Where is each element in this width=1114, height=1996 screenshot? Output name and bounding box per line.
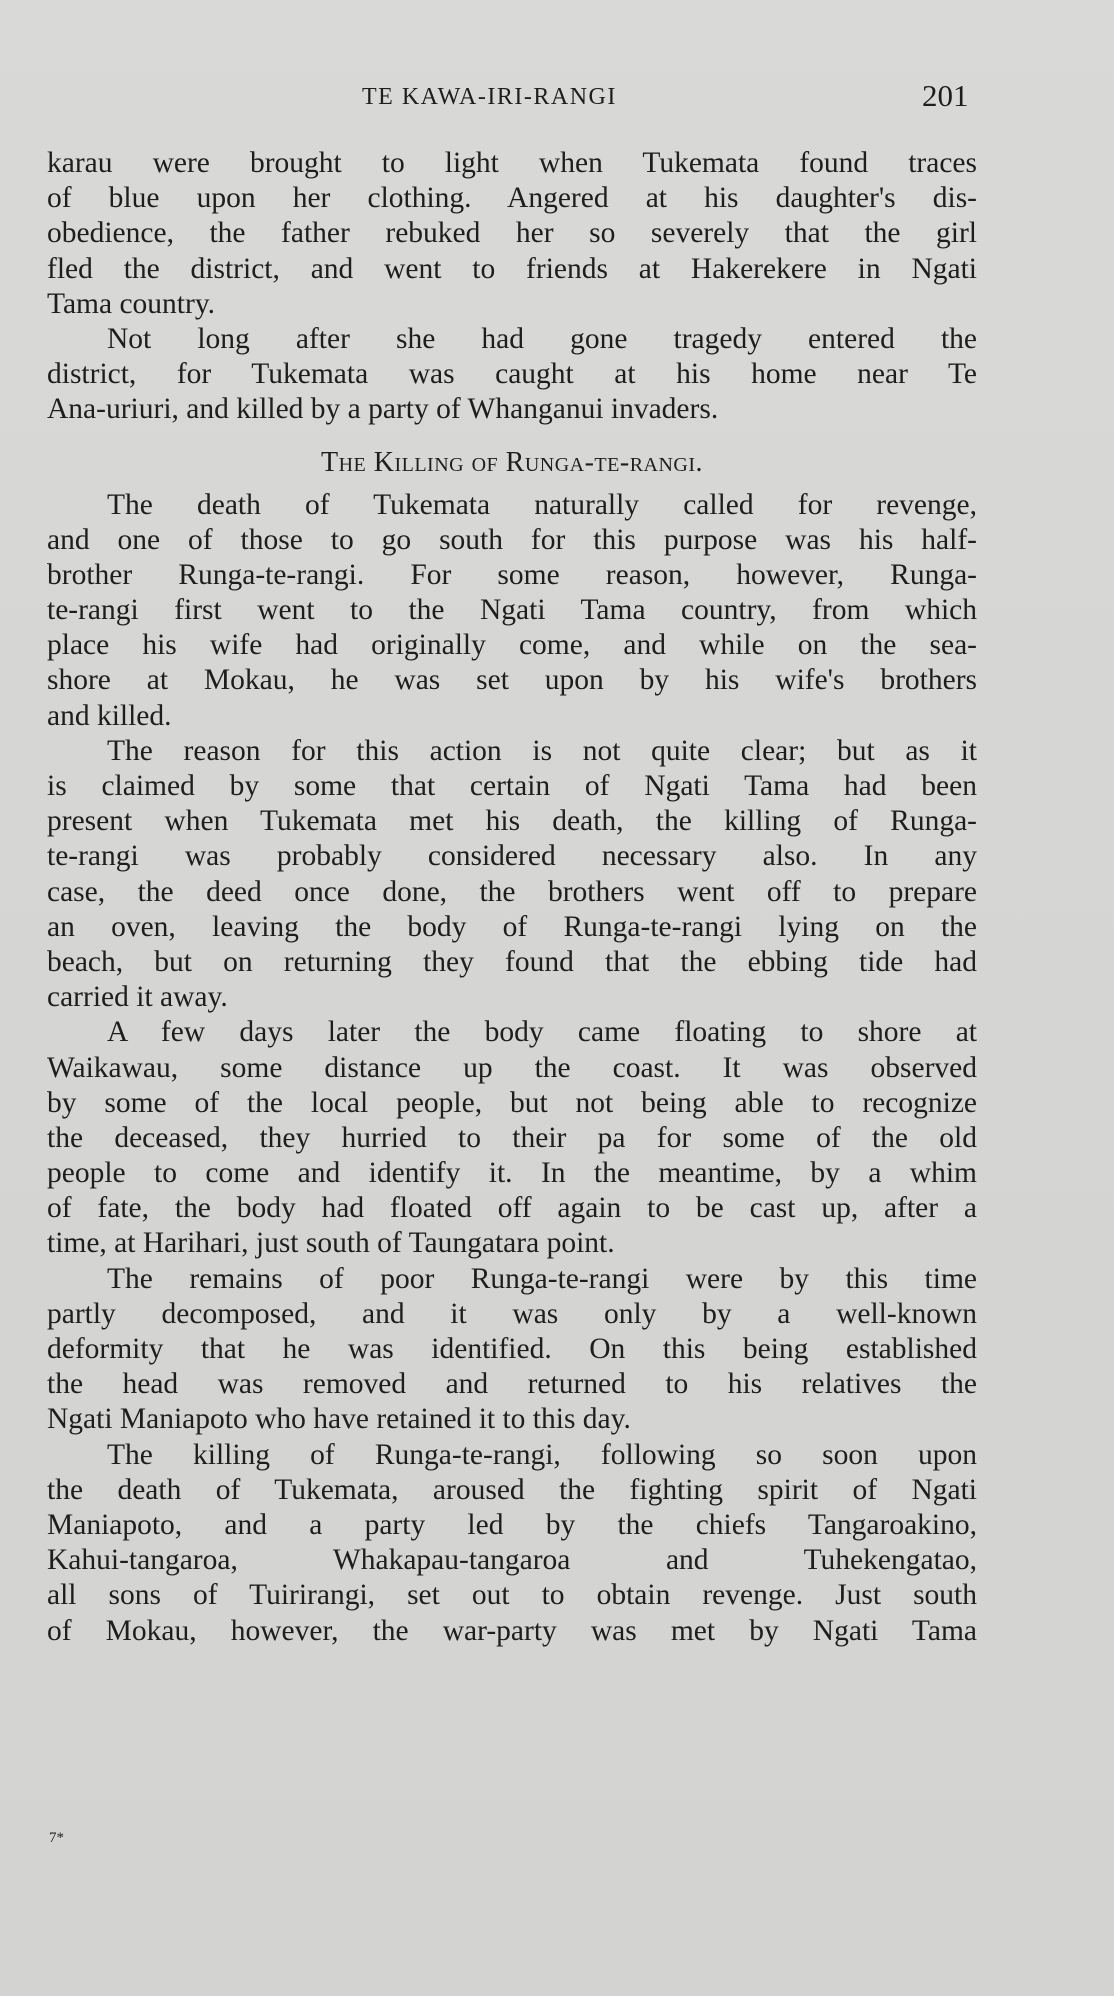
text-line: carried it away.: [47, 981, 228, 1014]
text-line: karau were brought to light when Tukemata found traces: [47, 147, 977, 179]
text-line: The reason for this action is not quite clear; but as it: [107, 734, 977, 767]
text-line: all sons of Tuirirangi, set out to obtain revenge. Just south: [47, 1579, 977, 1612]
body-text: [47, 146, 977, 1649]
printer-signature-mark: 7*: [49, 1830, 64, 1846]
text-line: and killed.: [47, 699, 172, 732]
text-line: Ngati Maniapoto who have retained it to this day.: [47, 1403, 631, 1436]
text-line: the deceased, they hurried to their pa for some of the old: [47, 1121, 977, 1154]
paragraph: [47, 488, 977, 734]
text-line: the head was removed and returned to his relatives the: [47, 1368, 977, 1401]
text-line: the death of Tukemata, aroused the fighting spirit of Ngati: [47, 1473, 977, 1506]
text-line: Kahui-tangaroa, Whakapau-tangaroa and Tuhekengatao,: [47, 1544, 977, 1577]
text-line: Maniapoto, and a party led by the chiefs Tangaroakino,: [47, 1508, 977, 1541]
text-line: deformity that he was identified. On this being established: [47, 1333, 977, 1365]
text-line: time, at Harihari, just south of Taungatara point.: [47, 1227, 615, 1260]
text-line: is claimed by some that certain of Ngati Tama had been: [47, 770, 977, 802]
page-number: 201: [922, 78, 969, 113]
text-line: present when Tukemata met his death, the killing of Runga-: [47, 805, 977, 838]
text-line: brother Runga-te-rangi. For some reason, however, Runga-: [47, 558, 977, 591]
text-line: fled the district, and went to friends at Hakerekere in Ngati: [47, 252, 977, 285]
text-line: The death of Tukemata naturally called for revenge,: [107, 488, 977, 521]
text-line: of Mokau, however, the war-party was met by Ngati Tama: [47, 1614, 977, 1647]
text-line: Waikawau, some distance up the coast. It was observed: [47, 1051, 977, 1084]
text-line: and one of those to go south for this purpose was his half-: [47, 523, 977, 556]
paragraph: [47, 734, 977, 1016]
text-line: A few days later the body came floating to shore at: [107, 1016, 977, 1049]
paragraph: [47, 1438, 977, 1649]
text-line: of fate, the body had floated off again to be cast up, after a: [47, 1192, 977, 1225]
text-line: district, for Tukemata was caught at his home near Te: [47, 358, 977, 391]
paragraph: [47, 1015, 977, 1261]
text-line: beach, but on returning they found that the ebbing tide had: [47, 945, 977, 978]
text-line: an oven, leaving the body of Runga-te-rangi lying on the: [47, 910, 977, 943]
text-line: The killing of Runga-te-rangi, following so soon upon: [107, 1438, 977, 1471]
section-heading: The Killing of Runga-te-rangi.: [320, 446, 704, 478]
paragraph: [47, 146, 977, 322]
text-line: te-rangi first went to the Ngati Tama country, from which: [47, 594, 977, 627]
text-line: obedience, the father rebuked her so severely that the girl: [47, 217, 977, 250]
text-line: people to come and identify it. In the meantime, by a whim: [47, 1157, 977, 1190]
paragraph: [47, 322, 977, 428]
running-title: TE KAWA-IRI-RANGI: [362, 84, 617, 110]
text-line: Tama country.: [47, 287, 216, 320]
text-line: Ana-uriuri, and killed by a party of Whanganui invaders.: [47, 393, 719, 426]
text-line: place his wife had originally come, and while on the sea-: [47, 629, 977, 662]
text-line: The remains of poor Runga-te-rangi were by this time: [107, 1262, 977, 1295]
text-line: partly decomposed, and it was only by a well-known: [47, 1297, 977, 1330]
text-line: case, the deed once done, the brothers went off to prepare: [47, 875, 977, 908]
paragraph: [47, 1262, 977, 1438]
text-line: of blue upon her clothing. Angered at his daughter's dis-: [47, 182, 977, 215]
text-line: Not long after she had gone tragedy entered the: [107, 322, 977, 355]
text-line: by some of the local people, but not being able to recognize: [47, 1086, 977, 1119]
text-line: te-rangi was probably considered necessary also. In any: [47, 840, 977, 873]
running-head: [0, 78, 1114, 118]
text-line: shore at Mokau, he was set upon by his wife's brothers: [47, 664, 977, 697]
